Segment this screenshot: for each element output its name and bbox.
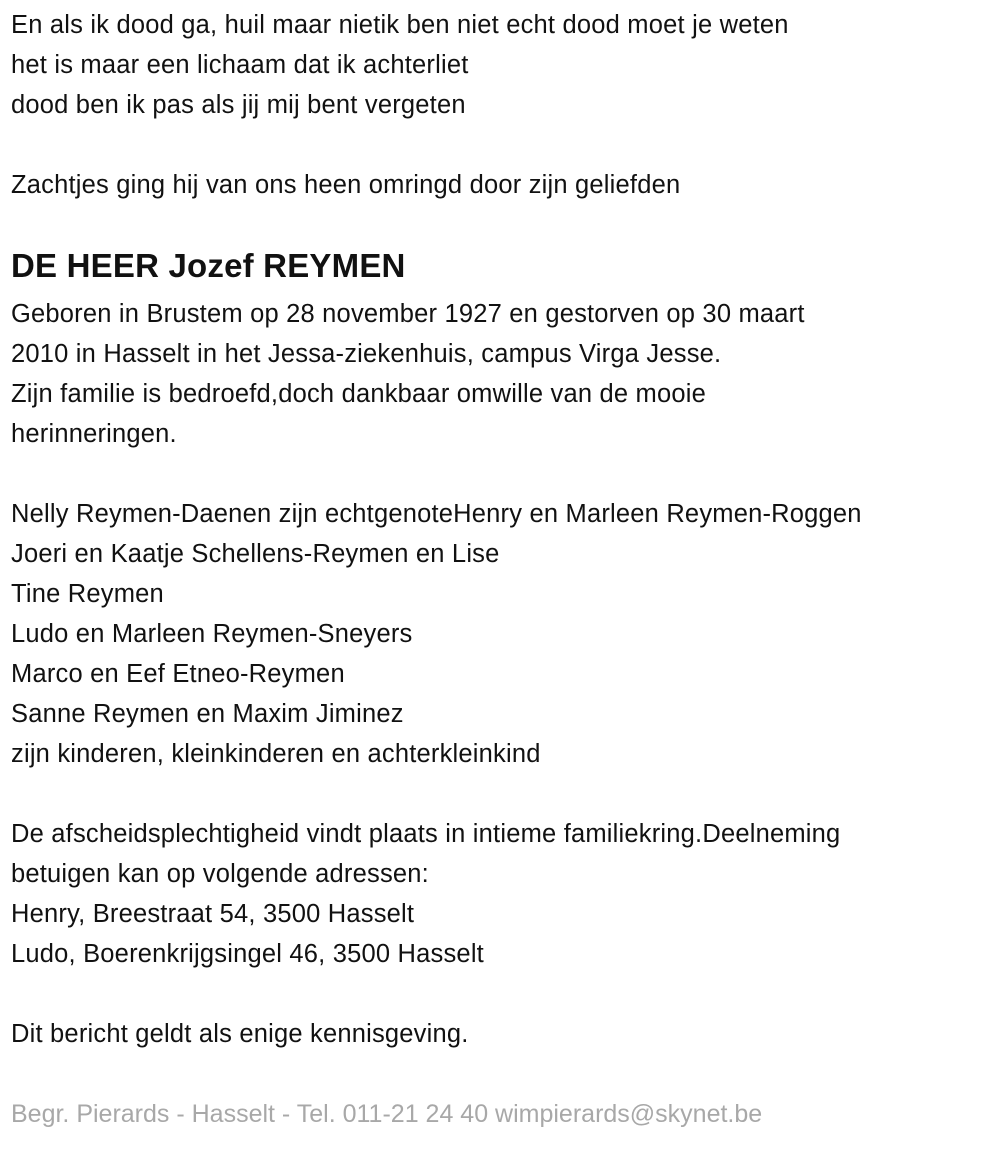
family-line: Marco en Eef Etneo-Reymen: [11, 660, 345, 688]
ceremony-line: betuigen kan op volgende adressen:: [11, 860, 429, 888]
notice-text: Dit bericht geldt als enige kennisgeving.: [11, 1020, 469, 1048]
bio-line: Zijn familie is bedroefd,doch dankbaar omwille van de mooie: [11, 380, 706, 408]
family-line: Nelly Reymen-Daenen zijn echtgenoteHenry en Marleen Reymen-Roggen: [11, 500, 862, 528]
bio-line: Geboren in Brustem op 28 november 1927 en gestorven op 30 maart: [11, 300, 805, 328]
family-line: Sanne Reymen en Maxim Jiminez: [11, 700, 404, 728]
family-line: Joeri en Kaatje Schellens-Reymen en Lise: [11, 540, 500, 568]
poem-line: dood ben ik pas als jij mij bent vergeten: [11, 91, 466, 119]
address-line: Ludo, Boerenkrijgsingel 46, 3500 Hasselt: [11, 940, 484, 968]
funeral-home-footer: Begr. Pierards - Hasselt - Tel. 011-21 24 40 wimpierards@skynet.be: [11, 1100, 763, 1128]
family-line: Tine Reymen: [11, 580, 164, 608]
family-line: zijn kinderen, kleinkinderen en achterkleinkind: [11, 740, 541, 768]
address-line: Henry, Breestraat 54, 3500 Hasselt: [11, 900, 415, 928]
bio-line: 2010 in Hasselt in het Jessa-ziekenhuis, campus Virga Jesse.: [11, 340, 722, 368]
family-line: Ludo en Marleen Reymen-Sneyers: [11, 620, 413, 648]
ceremony-line: De afscheidsplechtigheid vindt plaats in intieme familiekring.Deelneming: [11, 820, 841, 848]
deceased-name: DE HEER Jozef REYMEN: [11, 247, 406, 284]
poem-line: het is maar een lichaam dat ik achterliet: [11, 51, 469, 79]
poem-line: En als ik dood ga, huil maar nietik ben niet echt dood moet je weten: [11, 11, 789, 39]
bio-line: herinneringen.: [11, 420, 177, 448]
intro-text: Zachtjes ging hij van ons heen omringd door zijn geliefden: [11, 171, 681, 199]
